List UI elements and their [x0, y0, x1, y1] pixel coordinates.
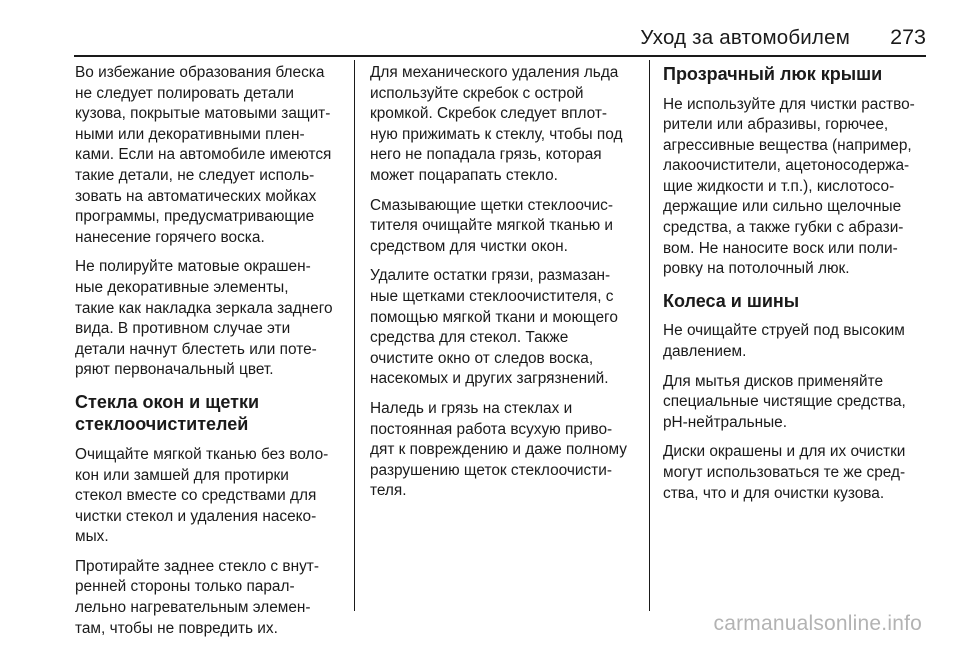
- paragraph: Удалите остатки грязи, размазан- ные щетками стеклоочистителя, с помощью мягкой ткани и моющего средства для стекол. Также очистите окно от следов воска, насекомых и других загрязнений.: [370, 267, 618, 388]
- text-column-right: [663, 63, 935, 513]
- section-heading: Стекла окон и щетки стеклоочистителей: [75, 391, 260, 435]
- paragraph: Очищайте мягкой тканью без воло- кон или замшей для протирки стекол вместе со средствами для чистки стекол и удаления насеко- мых.: [75, 445, 329, 546]
- paragraph: Для мытья дисков применяйте специальные чистящие средства, pH-нейтральные.: [663, 372, 906, 431]
- text-column-middle: [370, 63, 642, 511]
- paragraph: Во избежание образования блеска не следует полировать детали кузова, покрытые матовыми защит- ными или декоративными плен- ками. Если на автомобиле имеются такие детали, не следует исполь- зовать на автоматических мойках программы, предусматривающие нанесение горячего воска.: [75, 64, 332, 246]
- paragraph: Для механического удаления льда используйте скребок с острой кромкой. Скребок следует вплот- ную прижимать к стеклу, чтобы под него не попадала грязь, которая может поцарапать стекло.: [370, 64, 623, 184]
- page-header: [0, 22, 960, 62]
- text-column-left: [75, 63, 347, 648]
- paragraph: Смазывающие щетки стеклоочис- тителя очищайте мягкой тканью и средством для чистки окон.: [370, 196, 614, 255]
- section-heading: Прозрачный люк крыши: [663, 64, 883, 84]
- paragraph: Наледь и грязь на стеклах и постоянная работа всухую приво- дят к повреждению и даже полному разрушению щеток стеклоочисти- теля.: [370, 399, 628, 500]
- watermark: carmanualsonline.info: [713, 612, 922, 635]
- column-divider: [354, 60, 355, 611]
- paragraph: Не полируйте матовые окрашен- ные декоративные элементы, такие как накладка зеркала заднего вида. В противном случае эти детали начнут блестеть или поте- ряют первоначальный цвет.: [75, 258, 333, 379]
- paragraph: Диски окрашены и для их очистки могут использоваться те же сред- ства, что и для очистки кузова.: [663, 443, 906, 502]
- paragraph: Не используйте для чистки раство- рители или абразивы, горючее, агрессивные вещества (например, лакоочистители, ацетоносодержа- щие жидкости и т.п.), кислотосо- держащие или сильно щелочные средства, а также губки с абрази- вом. Не наносите воск или поли- ровку на потолочный люк.: [663, 95, 915, 278]
- section-title: Уход за автомобилем: [640, 26, 850, 49]
- column-divider: [649, 60, 650, 611]
- header-rule: [74, 55, 926, 57]
- section-heading: Колеса и шины: [663, 290, 800, 311]
- paragraph: Протирайте заднее стекло с внут- ренней стороны только парал- лельно нагревательным элемен- там, чтобы не повредить их.: [75, 557, 319, 637]
- paragraph: Не очищайте струей под высоким давлением.: [663, 322, 905, 360]
- page-number: 273: [890, 25, 926, 49]
